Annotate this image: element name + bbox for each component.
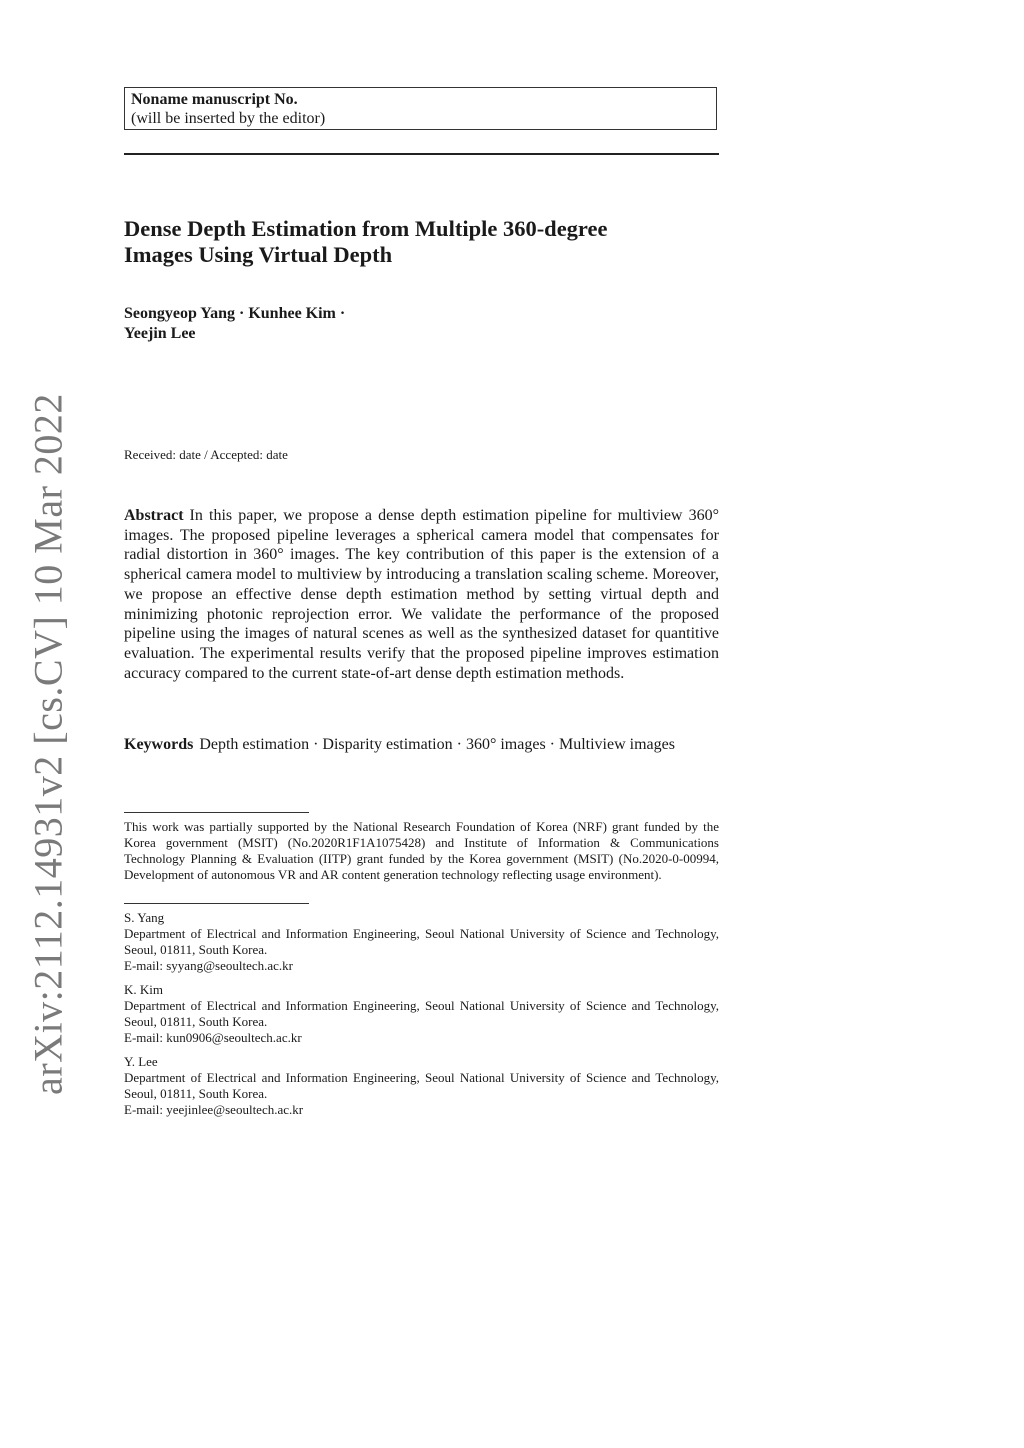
affiliation-yang [124,910,719,974]
manuscript-editor-note: (will be inserted by the editor) [131,110,326,127]
author-line-1: Seongyeop Yang · Kunhee Kim · [124,305,346,322]
paper-title [124,216,724,268]
affiliation-email: E-mail: yeejinlee@seoultech.ac.kr [124,1102,304,1117]
paper-title-line-1: Dense Depth Estimation from Multiple 360-degree [124,216,608,241]
affiliation-email: E-mail: kun0906@seoultech.ac.kr [124,1030,302,1045]
affiliation-kim [124,982,719,1046]
affiliation-department: Department of Electrical and Information Engineering, Seoul National University of Science and Technology, Seoul, 01811, South Korea. [124,998,719,1029]
paper-title-line-2: Images Using Virtual Depth [124,242,393,267]
author-list [124,304,719,344]
header-rule [124,153,719,155]
author-line-2: Yeejin Lee [124,325,196,342]
affiliation-name: K. Kim [124,982,163,997]
manuscript-number-label: Noname manuscript No. [131,91,298,108]
keywords-label: Keywords [124,736,194,753]
keywords-text: Depth estimation · Disparity estimation · 360° images · Multiview images [199,736,675,753]
manuscript-box [124,87,717,130]
funding-footnote: This work was partially supported by the National Research Foundation of Korea (NRF) grant funded by the Korea government (MSIT) (No.2020R1F1A1075428) and Institute of Information & Communications Technology Planning & Evaluation (IITP) grant funded by the Korea government (MSIT) (No.2020-0-00994, Development of autonomous VR and AR content generation technology reflecting usage environment). [124,819,719,882]
affiliation-email: E-mail: syyang@seoultech.ac.kr [124,958,293,973]
affiliation-rule [124,903,309,904]
affiliation-department: Department of Electrical and Information Engineering, Seoul National University of Science and Technology, Seoul, 01811, South Korea. [124,926,719,957]
received-accepted-dates: Received: date / Accepted: date [124,447,288,462]
affiliation-name: Y. Lee [124,1054,158,1069]
abstract [124,506,719,683]
footnote-rule [124,812,309,813]
abstract-text: In this paper, we propose a dense depth estimation pipeline for multiview 360° images. The proposed pipeline leverages a spherical camera model that compensates for radial distortion in 360° images. The key contribution of this paper is the extension of a spherical camera model to multiview by introducing a translation scaling scheme. Moreover, we propose an effective dense depth estimation method by setting virtual depth and minimizing photonic reprojection error. We validate the performance of the proposed pipeline using the images of natural scenes as well as the synthesized dataset for quantitive evaluation. The experimental results verify that the proposed pipeline improves estimation accuracy compared to the current state-of-art dense depth estimation methods. [124,507,719,682]
arxiv-identifier: arXiv:2112.14931v2 [cs.CV] 10 Mar 2022 [25,393,71,1095]
affiliation-lee [124,1054,719,1118]
keywords [124,735,719,755]
affiliation-department: Department of Electrical and Information Engineering, Seoul National University of Science and Technology, Seoul, 01811, South Korea. [124,1070,719,1101]
affiliation-name: S. Yang [124,910,165,925]
abstract-label: Abstract [124,507,184,524]
